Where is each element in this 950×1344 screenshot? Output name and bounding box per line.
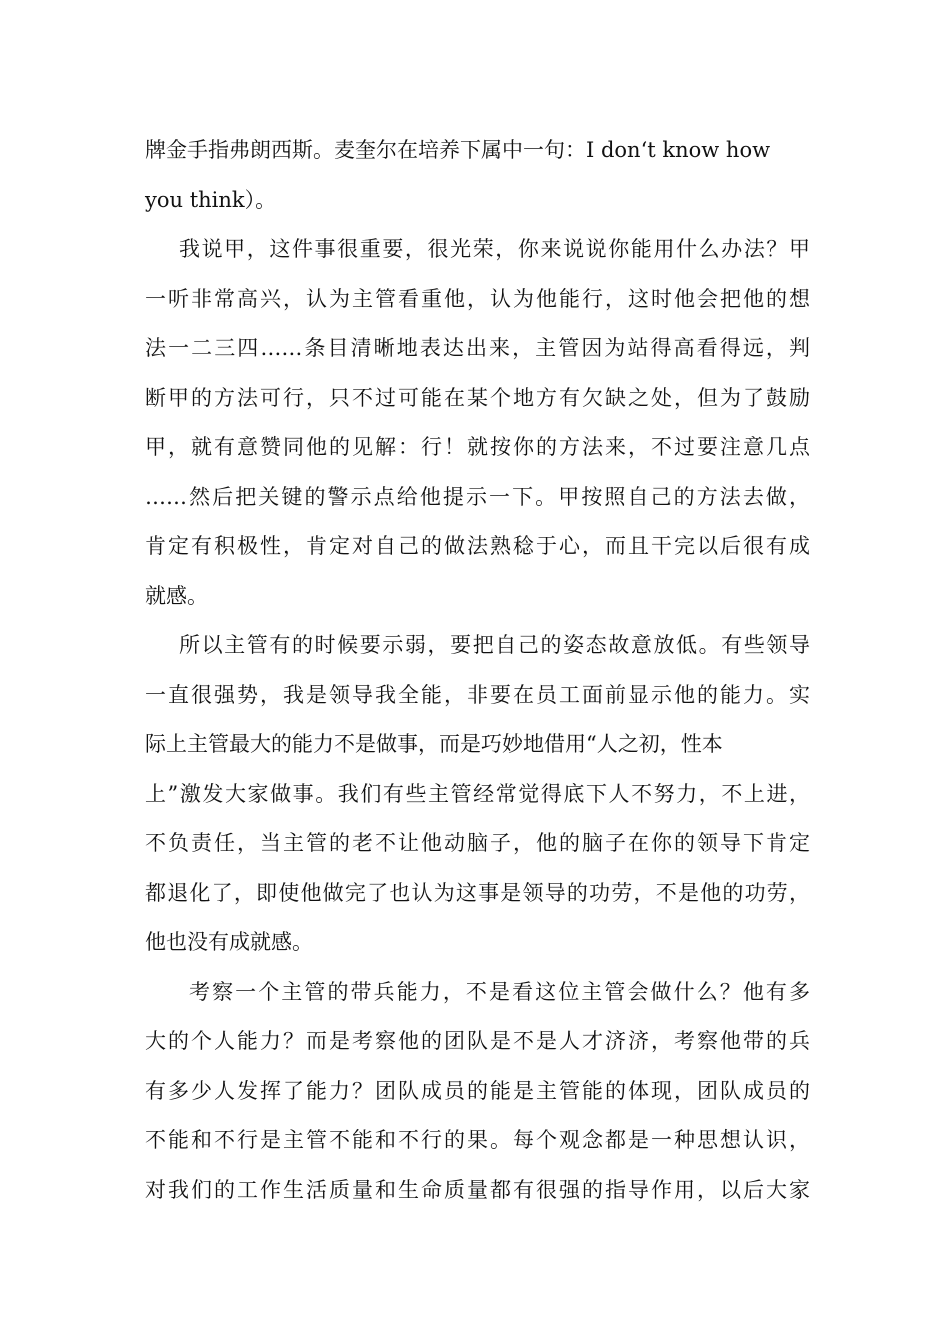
document-body-text — [145, 126, 810, 1215]
text-line: 际上主管最大的能力不是做事，而是巧妙地借用“人之初，性本 — [145, 732, 723, 756]
text-line: 断甲的方法可行，只不过可能在某个地方有欠缺之处，但为了鼓励 — [145, 385, 810, 410]
text-line: 肯定有积极性，肯定对自己的做法熟稔于心，而且干完以后很有成 — [145, 534, 810, 558]
text-line: 就感。 — [145, 583, 208, 608]
text-line: 牌金手指弗朗西斯。麦奎尔在培养下属中一句：I don‘t know how — [145, 138, 771, 162]
text-line: 所以主管有的时候要示弱，要把自己的姿态故意放低。有些领导 — [179, 633, 810, 657]
text-line: 甲，就有意赞同他的见解：行！就按你的方法来，不过要注意几点 — [145, 435, 810, 459]
text-line: 都退化了，即使他做完了也认为这事是领导的功劳，不是他的功劳， — [145, 880, 810, 905]
text-line: 对我们的工作生活质量和生命质量都有很强的指导作用，以后大家 — [145, 1177, 810, 1202]
text-line: 大的个人能力？而是考察他的团队是不是人才济济，考察他带的兵 — [145, 1029, 810, 1053]
text-line: 不负责任，当主管的老不让他动脑子，他的脑子在你的领导下肯定 — [145, 831, 810, 855]
text-line: 考察一个主管的带兵能力，不是看这位主管会做什么？他有多 — [189, 979, 810, 1004]
text-line: 法一二三四……条目清晰地表达出来，主管因为站得高看得远，判 — [145, 336, 810, 360]
text-line: 不能和不行是主管不能和不行的果。每个观念都是一种思想认识， — [145, 1128, 810, 1152]
text-line: 一直很强势，我是领导我全能，非要在员工面前显示他的能力。实 — [145, 682, 810, 707]
text-line: ……然后把关键的警示点给他提示一下。甲按照自己的方法去做， — [145, 484, 810, 509]
text-line: 有多少人发挥了能力？团队成员的能是主管能的体现，团队成员的 — [145, 1078, 810, 1103]
text-line: 我说甲，这件事很重要，很光荣，你来说说你能用什么办法？甲 — [179, 237, 810, 261]
text-line: you think）。 — [145, 187, 277, 212]
text-line: 他也没有成就感。 — [145, 930, 313, 954]
text-line: 上”激发大家做事。我们有些主管经常觉得底下人不努力，不上进， — [145, 781, 810, 806]
text-line: 一听非常高兴，认为主管看重他，认为他能行，这时他会把他的想 — [145, 286, 810, 311]
